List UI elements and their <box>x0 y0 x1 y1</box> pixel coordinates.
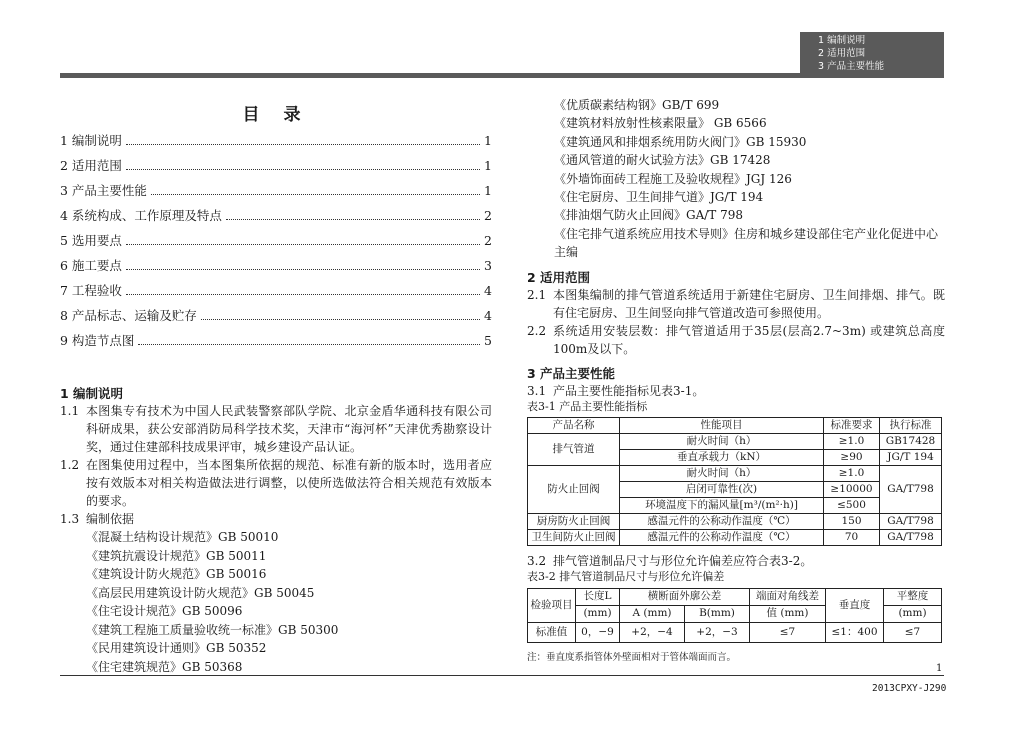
table-3-2-caption: 表3-2 排气管道制品尺寸与形位允许偏差 <box>527 569 725 583</box>
table-header-cell: 平整度 <box>884 588 942 605</box>
header-section-list <box>818 34 884 73</box>
reference-item: 《混凝土结构设计规范》GB 50010 <box>86 530 279 544</box>
table-header-cell: 性能项目 <box>620 417 824 433</box>
table-row <box>528 529 942 545</box>
toc-leader <box>126 144 480 145</box>
table-cell: 环境温度下的漏风量[m³/(m²·h)] <box>620 497 824 513</box>
table-header-cell: (mm) <box>884 605 942 622</box>
reference-item: 《建筑工程施工质量验收统一标准》GB 50300 <box>86 622 339 637</box>
table-row <box>528 622 942 642</box>
table-cell: JG/T 194 <box>880 449 942 465</box>
section-1-heading: 1 编制说明 <box>60 386 124 401</box>
table-cell: ≥1.0 <box>824 465 880 481</box>
paragraph-number: 1.2 <box>60 458 80 472</box>
toc-leader <box>126 244 480 245</box>
section-3-heading: 3 产品主要性能 <box>527 365 616 381</box>
toc-entry-label: 6 施工要点 <box>60 258 122 273</box>
table-cell: GB17428 <box>880 433 942 449</box>
toc-leader <box>126 294 480 295</box>
paragraph-text: 产品主要性能指标见表3-1。 <box>553 383 705 398</box>
table-header-row <box>528 588 942 605</box>
toc-entry-page: 4 <box>484 308 492 323</box>
table-header-cell: A (mm) <box>620 605 685 622</box>
paragraph-2-2 <box>527 322 945 358</box>
table-cell: 厨房防火止回阀 <box>528 513 620 529</box>
table-cell: 标准值 <box>528 622 576 642</box>
table-header-cell: 值 (mm) <box>750 605 826 622</box>
toc-entry[interactable] <box>60 156 492 181</box>
toc-leader <box>151 194 480 195</box>
toc-leader <box>126 269 480 270</box>
paragraph-text: 本图集编制的排气管道系统适用于新建住宅厨房、卫生间排烟、排气。既有住宅厨房、卫生间竖向排气管道改造可参照使用。 <box>553 287 945 320</box>
toc-entry-label: 1 编制说明 <box>60 133 122 148</box>
table-cell: 耐火时间（h） <box>620 465 824 481</box>
reference-item: 《建筑通风和排烟系统用防火阀门》GB 15930 <box>554 134 807 149</box>
table-cell: +2，−3 <box>685 622 750 642</box>
toc-entry-page: 2 <box>484 208 492 223</box>
table-header-cell: 执行标准 <box>880 417 942 433</box>
table-header-row <box>528 417 942 433</box>
toc-entry[interactable] <box>60 256 492 281</box>
paragraph-2-1 <box>527 286 945 322</box>
toc-entry[interactable] <box>60 131 492 156</box>
reference-item: 《住宅厨房、卫生间排气道》JG/T 194 <box>554 190 764 205</box>
paragraph-number: 1.1 <box>60 404 80 418</box>
table-cell: ≤7 <box>884 622 942 642</box>
table-cell: ≥1.0 <box>824 433 880 449</box>
toc-entry[interactable] <box>60 281 492 306</box>
toc-entry-label: 8 产品标志、运输及贮存 <box>60 308 197 323</box>
reference-item: 《住宅排气道系统应用技术导则》住房和城乡建设部住宅产业化促进中心主编 <box>554 226 939 260</box>
table-cell: 启闭可靠性(次) <box>620 481 824 497</box>
paragraph-text: 排气管道制品尺寸与形位允许偏差应符合表3-2。 <box>553 553 813 568</box>
reference-list-continued <box>527 96 945 262</box>
table-cell: GA/T798 <box>880 465 942 513</box>
table-cell: 70 <box>824 529 880 545</box>
paragraph-1-1 <box>60 402 492 456</box>
paragraph-number: 2.2 <box>527 323 547 338</box>
paragraph-text: 编制依据 <box>86 512 135 526</box>
table-row <box>528 513 942 529</box>
toc-entry-label: 4 系统构成、工作原理及特点 <box>60 208 222 223</box>
paragraph-text: 在图集使用过程中，当本图集所依据的规范、标准有新的版本时，选用者应按有效版本对相关构造做法进行调整，以使所选做法符合相关规范有效版本的要求。 <box>86 458 492 508</box>
table-cell: ≥90 <box>824 449 880 465</box>
table-header-cell: 标准要求 <box>824 417 880 433</box>
toc-entry-page: 2 <box>484 233 492 248</box>
paragraph-number: 3.1 <box>527 383 547 398</box>
table-cell: 感温元件的公称动作温度（℃） <box>620 529 824 545</box>
table-header-cell: 端面对角线差 <box>750 588 826 605</box>
table-cell: 耐火时间（h） <box>620 433 824 449</box>
table-3-1-caption: 表3-1 产品主要性能指标 <box>527 399 648 413</box>
reference-item: 《建筑设计防火规范》GB 50016 <box>86 567 267 581</box>
toc-leader <box>138 344 480 345</box>
left-column <box>60 100 492 676</box>
toc-entry-label: 3 产品主要性能 <box>60 183 147 198</box>
reference-item: 《住宅设计规范》GB 50096 <box>86 604 243 618</box>
table-row <box>528 433 942 449</box>
reference-item: 《通风管道的耐火试验方法》GB 17428 <box>554 153 771 168</box>
table-cell: ≤7 <box>750 622 826 642</box>
table-cell: +2，−4 <box>620 622 685 642</box>
toc-entry-page: 1 <box>484 133 492 148</box>
toc-entry-page: 5 <box>484 333 492 348</box>
reference-item: 《建筑抗震设计规范》GB 50011 <box>86 548 267 563</box>
paragraph-text: 本图集专有技术为中国人民武装警察部队学院、北京金盾华通科技有限公司科研成果，获公安部消防局科学技术奖，天津市“海河杯”天津优秀勘察设计奖，通过住建部科技成果评审，城乡建设产品认证。 <box>86 404 492 454</box>
reference-list <box>60 528 492 676</box>
toc-entry-page: 1 <box>484 183 492 198</box>
table-header-cell: 长度L <box>576 588 620 605</box>
header-item: 3 产品主要性能 <box>818 61 885 72</box>
table-cell: ≥10000 <box>824 481 880 497</box>
paragraph-1-3 <box>60 510 492 528</box>
document-code: 2013CPXY-J290 <box>872 683 947 694</box>
table-header-cell: 横断面外廓公差 <box>620 588 750 605</box>
toc-entry[interactable] <box>60 231 492 256</box>
toc-entry-label: 9 构造节点图 <box>60 333 135 348</box>
toc-entry-label: 2 适用范围 <box>60 158 122 173</box>
table-cell: 排气管道 <box>528 433 620 465</box>
reference-item: 《外墙饰面砖工程施工及验收规程》JGJ 126 <box>554 171 792 186</box>
header-text: 检验项目 <box>530 598 573 611</box>
header-item: 1 编制说明 <box>818 35 866 46</box>
reference-item: 《建筑材料放射性核素限量》 GB 6566 <box>554 116 767 131</box>
table-cell: ≤500 <box>824 497 880 513</box>
reference-item: 《住宅建筑规范》GB 50368 <box>86 659 243 674</box>
paragraph-text: 系统适用安装层数：排气管道适用于35层(层高2.7~3m) 或建筑总高度100m及以下。 <box>553 323 945 356</box>
footer-rule <box>60 675 944 676</box>
paragraph-3-2 <box>527 552 945 570</box>
table-header-cell: B(mm) <box>685 605 750 622</box>
reference-item: 《民用建筑设计通则》GB 50352 <box>86 641 267 655</box>
page-number: 1 <box>936 663 943 674</box>
table-cell: ≤1：400 <box>826 622 884 642</box>
table-cell: 防火止回阀 <box>528 465 620 513</box>
table-cell: 垂直承载力（kN） <box>620 449 824 465</box>
toc-entry-page: 3 <box>484 258 492 273</box>
toc-entry-page: 1 <box>484 158 492 173</box>
reference-item: 《高层民用建筑设计防火规范》GB 50045 <box>86 585 315 600</box>
table-row <box>528 465 942 481</box>
toc-entry-label: 7 工程验收 <box>60 283 122 298</box>
table-note: 注：垂直度系指管体外壁面相对于管体端面而言。 <box>527 651 737 663</box>
reference-item: 《优质碳素结构钢》GB/T 699 <box>554 98 720 112</box>
paragraph-number: 3.2 <box>527 553 547 568</box>
paragraph-number: 2.1 <box>527 287 547 302</box>
toc-entry-label: 5 选用要点 <box>60 233 122 248</box>
table-cell: GA/T798 <box>880 513 942 529</box>
paragraph-number: 1.3 <box>60 512 80 526</box>
toc-title: 目 录 <box>242 105 310 125</box>
toc-leader <box>201 319 480 320</box>
header-rule <box>60 73 944 78</box>
section-2-heading: 2 适用范围 <box>527 269 591 285</box>
table-cell: 0，−9 <box>576 622 620 642</box>
table-header-cell <box>528 588 576 622</box>
paragraph-3-1 <box>527 382 945 400</box>
toc-leader <box>226 219 480 220</box>
header-item: 2 适用范围 <box>818 48 866 59</box>
performance-table <box>527 417 942 546</box>
reference-item: 《排油烟气防火止回阀》GA/T 798 <box>554 208 744 223</box>
right-column <box>527 96 945 663</box>
table-header-cell: 垂直度 <box>826 588 884 622</box>
table-cell: GA/T798 <box>880 529 942 545</box>
table-header-cell: (mm) <box>576 605 620 622</box>
toc-list <box>60 131 492 356</box>
tolerance-table <box>527 588 942 643</box>
toc-entry[interactable] <box>60 331 492 356</box>
toc-leader <box>126 169 480 170</box>
table-cell: 150 <box>824 513 880 529</box>
toc-entry[interactable] <box>60 206 492 231</box>
table-cell: 感温元件的公称动作温度（℃） <box>620 513 824 529</box>
toc-entry[interactable] <box>60 306 492 331</box>
toc-entry-page: 4 <box>484 283 492 298</box>
table-cell: 卫生间防火止回阀 <box>528 529 620 545</box>
paragraph-1-2 <box>60 456 492 510</box>
toc-entry[interactable] <box>60 181 492 206</box>
table-header-cell: 产品名称 <box>528 417 620 433</box>
